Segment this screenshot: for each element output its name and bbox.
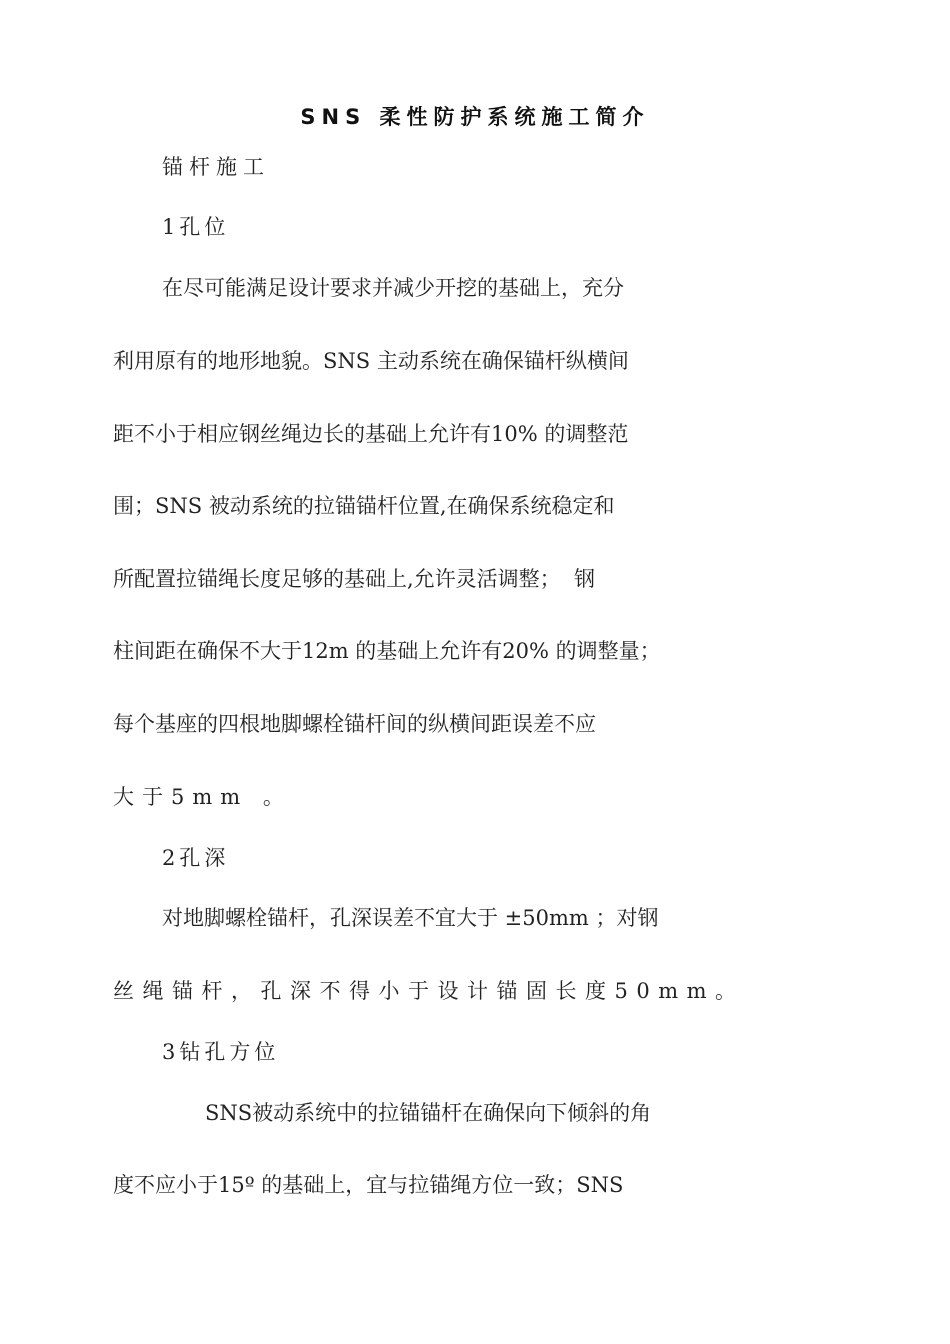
paragraph-line: 对地脚螺栓锚杆，孔深误差不宜大于 ±50mm ；对钢: [162, 906, 659, 930]
paragraph-line: 度不应小于15º 的基础上，宜与拉锚绳方位一致；SNS: [113, 1173, 624, 1197]
subheading-hole-depth: 2孔深: [162, 846, 230, 870]
paragraph-line: 围；SNS 被动系统的拉锚锚杆位置,在确保系统稳定和: [113, 494, 615, 518]
paragraph-line: 在尽可能满足设计要求并减少开挖的基础上，充分: [162, 276, 624, 300]
paragraph-line: SNS被动系统中的拉锚锚杆在确保向下倾斜的角: [205, 1101, 652, 1125]
subheading-hole-position: 1孔位: [162, 215, 230, 239]
document-title: SNS 柔性防护系统施工简介: [300, 105, 650, 129]
paragraph-line: 每个基座的四根地脚螺栓锚杆间的纵横间距误差不应: [113, 712, 596, 736]
paragraph-line: 所配置拉锚绳长度足够的基础上,允许灵活调整； 钢: [113, 567, 596, 591]
section-heading: 锚杆施工: [162, 155, 270, 179]
subheading-drill-direction: 3钻孔方位: [162, 1040, 280, 1064]
paragraph-line: 距不小于相应钢丝绳边长的基础上允许有10% 的调整范: [113, 422, 629, 446]
paragraph-line: 利用原有的地形地貌。SNS 主动系统在确保锚杆纵横间: [113, 349, 629, 373]
paragraph-line: 大于5mm 。: [113, 785, 292, 809]
paragraph-line: 丝绳锚杆，孔深不得小于设计锚固长度50mm。: [113, 979, 745, 1003]
paragraph-line: 柱间距在确保不大于12m 的基础上允许有20% 的调整量；: [113, 639, 661, 663]
